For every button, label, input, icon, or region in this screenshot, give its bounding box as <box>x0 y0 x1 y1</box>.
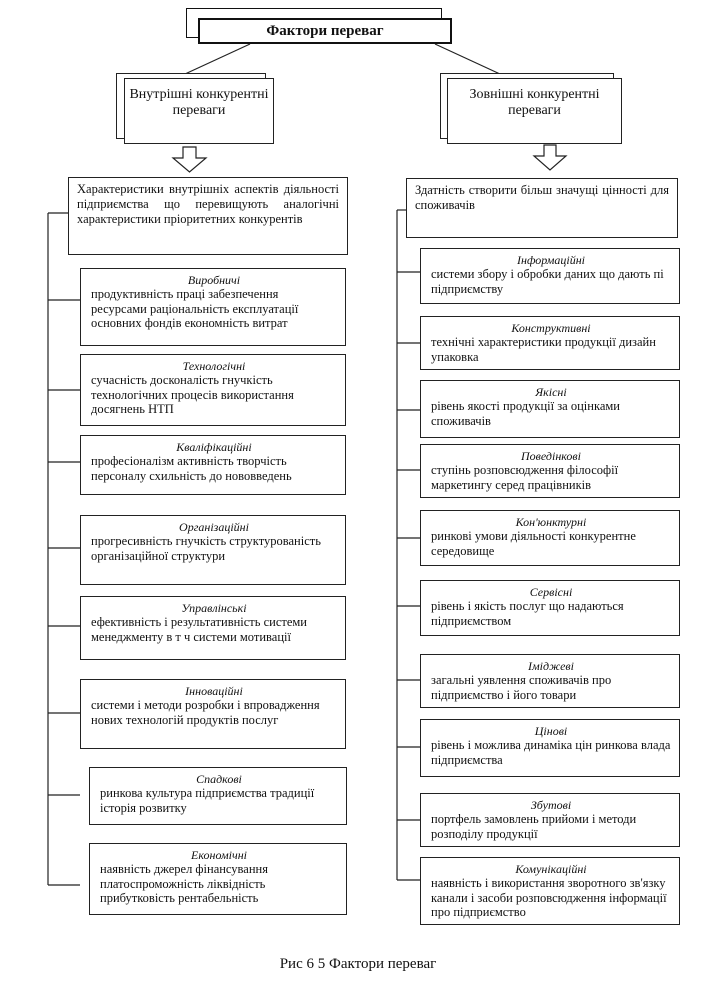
factor-text: ефективність і результативність системи менеджменту в т ч системи мотивації <box>91 615 307 644</box>
factor-title: Управлінські <box>181 601 247 615</box>
external-factor-behavioral <box>420 444 680 498</box>
internal-description: Характеристики внутрішніх аспектів діяльності підприємства що перевищують аналогічні характеристики пріоритетних конкурентів <box>68 177 348 255</box>
factor-text: ринкова культура підприємства традиції історія розвитку <box>100 786 315 815</box>
factor-text: ступінь розповсюдження філософії маркетингу серед працівників <box>431 463 619 492</box>
external-description: Здатність створити більш значущі цінності для споживачів <box>406 178 678 238</box>
factor-title: Інформаційні <box>517 253 585 267</box>
factor-title: Конструктивні <box>511 321 591 335</box>
internal-factor-heritage <box>89 767 347 825</box>
external-factor-price <box>420 719 680 777</box>
internal-factor-qualification <box>80 435 346 495</box>
factor-title: Технологічні <box>182 359 246 373</box>
factor-text: продуктивність праці забезпечення ресурсами раціональність експлуатації основних фондів економність витрат <box>91 287 299 330</box>
factor-title: Збутові <box>530 798 572 812</box>
factor-text: системи і методи розробки і впровадження нових технологій продуктів послуг <box>91 698 320 727</box>
factor-text: наявність і використання зворотного зв'язку канали і засоби розповсюдження інформації про підприємство <box>431 876 667 919</box>
factor-title: Поведінкові <box>521 449 581 463</box>
factor-text: загальні уявлення споживачів про підприємство і його товари <box>431 673 612 702</box>
internal-factor-managerial <box>80 596 346 660</box>
factor-text: сучасність досконалість гнучкість технологічних процесів використання досягнень НТП <box>91 373 294 416</box>
internal-header: Внутрішні конкурентні переваги <box>124 78 274 144</box>
external-factor-constructive <box>420 316 680 370</box>
factor-title: Іміджеві <box>528 659 574 673</box>
factor-title: Якісні <box>535 385 567 399</box>
external-factor-sales <box>420 793 680 847</box>
factor-text: прогресивність гнучкість структурованість організаційної структури <box>91 534 321 563</box>
factor-text: рівень якості продукції за оцінками споживачів <box>431 399 620 428</box>
external-factor-quality <box>420 380 680 438</box>
factor-title: Інноваційні <box>185 684 243 698</box>
external-factor-communication <box>420 857 680 925</box>
factor-title: Кваліфікаційні <box>176 440 252 454</box>
external-header: Зовнішні конкурентні переваги <box>447 78 622 144</box>
factor-title: Організаційні <box>179 520 249 534</box>
internal-factor-technological <box>80 354 346 426</box>
diagram-title: Фактори переваг <box>198 18 452 44</box>
factor-text: рівень і якість послуг що надаються підприємством <box>431 599 624 628</box>
factor-text: рівень і можлива динаміка цін ринкова влада підприємства <box>431 738 671 767</box>
factor-text: технічні характеристики продукції дизайн упаковка <box>431 335 656 364</box>
factor-title: Сервісні <box>529 585 573 599</box>
internal-factor-organizational <box>80 515 346 585</box>
external-factor-informational <box>420 248 680 304</box>
factor-title: Цінові <box>534 724 568 738</box>
external-factor-service <box>420 580 680 636</box>
internal-factor-innovative <box>80 679 346 749</box>
figure-caption: Рис 6 5 Фактори переваг <box>279 956 437 972</box>
factor-text: професіоналізм активність творчість персоналу схильність до нововведень <box>91 454 292 483</box>
external-factor-image <box>420 654 680 708</box>
factor-text: ринкові умови діяльності конкурентне середовище <box>431 529 636 558</box>
internal-factor-economic <box>89 843 347 915</box>
factor-title: Виробничі <box>187 273 241 287</box>
factor-title: Економічні <box>191 848 247 862</box>
external-factor-market-conditions <box>420 510 680 566</box>
internal-factor-production <box>80 268 346 346</box>
factor-title: Комунікаційні <box>515 862 587 876</box>
factor-title: Кон'юнктурні <box>515 515 587 529</box>
factor-text: системи збору і обробки даних що дають пі підприємству <box>431 267 664 296</box>
factor-title: Спадкові <box>196 772 242 786</box>
factor-text: наявність джерел фінансування платоспроможність ліквідність прибутковість рентабельність <box>100 862 268 905</box>
factor-text: портфель замовлень прийоми і методи розподілу продукції <box>431 812 637 841</box>
